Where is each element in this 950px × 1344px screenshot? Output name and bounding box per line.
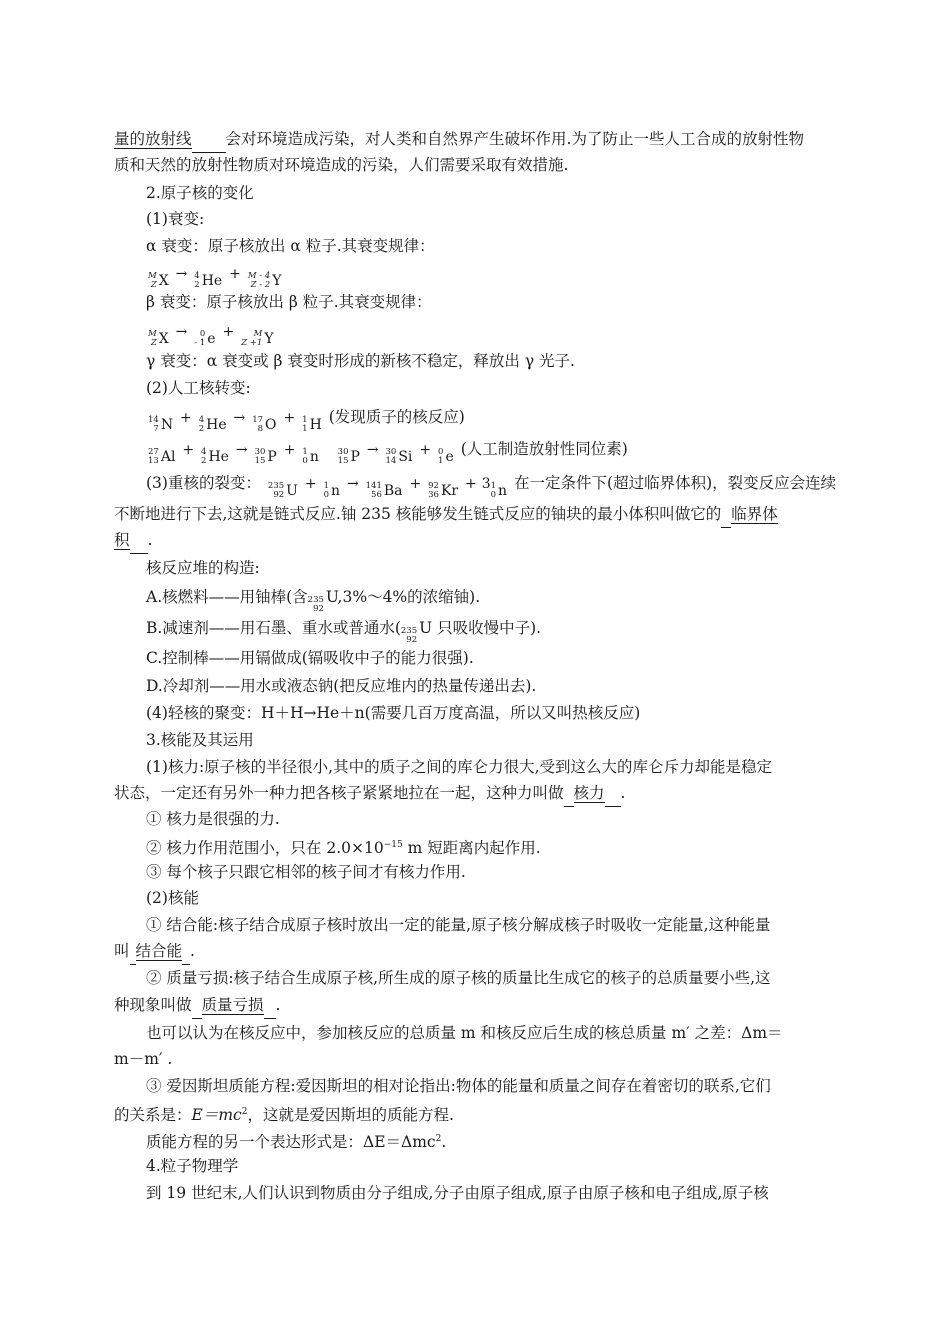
alpha-decay-equation: M Z X → 4 2 He + M - 4 Z - 2 Y (148, 266, 282, 290)
section-heading: 2.原子核的变化 (146, 184, 254, 202)
paragraph-line: 积 . (0, 527, 950, 554)
fill-in-answer: 核力 (573, 784, 605, 802)
isotope-equation: 27 13 Al + 4 2 He → 30 15 P + 1 0 n 30 15 P → 30 14 Si + 0 1 e (人工制造放射性同位素) (148, 440, 628, 466)
paragraph-line: ① 结合能:核子结合成原子核时放出一定的能量,原子核分解成核子时吸收一定能量,这种能量 (146, 916, 771, 934)
paragraph-line: (1)核力:原子核的半径很小,其中的质子之间的库仑力很大,受到这么大的库仑斥力却能是稳定 (146, 758, 773, 776)
paragraph-line: 也可以认为在核反应中，参加核反应的总质量 m 和核反应后生成的核总质量 m′ 之差：Δm＝ (146, 1024, 783, 1042)
paragraph-line: 叫 结合能 . (0, 938, 950, 965)
paragraph-line: ③ 爱因斯坦质能方程:爱因斯坦的相对论指出:物体的能量和质量之间存在着密切的联系,它们 (146, 1077, 771, 1095)
fission-line: (3)重核的裂变： 235 92 U + 1 0 n → 141 56 Ba + 92 36 Kr + 3 1 0 n 在一定条件下(超过临界体积)，裂变反应会连续 (146, 474, 837, 500)
paragraph-line: 量的放射线 会对环境造成污染，对人类和自然界产生破坏作用.为了防止一些人工合成的放射性物 (0, 126, 950, 153)
paragraph-line: 核反应堆的构造: (146, 559, 260, 577)
fill-in-answer: 临界体 (731, 505, 778, 523)
section-heading: 3.核能及其运用 (146, 731, 254, 749)
list-item: D.冷却剂——用水或液态钠(把反应堆内的热量传递出去). (146, 677, 537, 695)
paragraph-line: (4)轻核的聚变：H＋H→He＋n(需要几百万度高温，所以又叫热核反应) (146, 704, 641, 722)
list-item: ① 核力是很强的力. (146, 810, 280, 828)
paragraph-line: α 衰变：原子核放出 α 粒子.其衰变规律： (146, 237, 435, 255)
fill-in-answer: 积 (114, 531, 130, 549)
paragraph-line: m－m′ . (114, 1050, 173, 1068)
paragraph-line: β 衰变：原子核放出 β 粒子.其衰变规律： (146, 293, 432, 311)
subsection-heading: (2)核能 (146, 889, 199, 907)
paragraph-line: 质能方程的另一个表达形式是：ΔE＝Δmc$^2$. (146, 1133, 447, 1152)
list-item: A.核燃料——用铀棒(含 235 92 U,3%～4%的浓缩铀). (146, 588, 481, 614)
list-item: B.减速剂——用石墨、重水或普通水( 235 92 U 只吸收慢中子). (146, 619, 542, 645)
list-item: C.控制棒——用镉做成(镉吸收中子的能力很强). (146, 649, 474, 667)
list-item: ③ 每个核子只跟它相邻的核子间才有核力作用. (146, 863, 466, 881)
paragraph-line: 到 19 世纪末,人们认识到物质由分子组成,分子由原子组成,原子由原子核和电子组成,原子核 (146, 1184, 769, 1202)
fill-in-answer: 质量亏损 (201, 996, 264, 1014)
list-item: ② 核力作用范围小，只在 $2.0\times 10^{-15}$ m 短距离内起作用. (146, 839, 541, 858)
proton-discovery-equation: 14 7 N + 4 2 He → 17 8 O + 1 1 H (发现质子的核反应) (148, 408, 465, 434)
subsection-heading: (1)衰变: (146, 210, 205, 228)
paragraph-line: 的关系是：$E=mc^2$，这就是爱因斯坦的质能方程. (114, 1106, 454, 1125)
subsection-heading: (2)人工核转变: (146, 379, 251, 397)
paragraph-line: 质和天然的放射性物质对环境造成的污染，人们需要采取有效措施. (114, 156, 569, 174)
paragraph-line: γ 衰变：α 衰变或 β 衰变时形成的新核不稳定，释放出 γ 光子. (146, 352, 575, 370)
fill-in-answer: 量的放射线 (114, 130, 192, 148)
fill-in-answer: 结合能 (135, 942, 183, 960)
section-heading: 4.粒子物理学 (146, 1157, 239, 1175)
paragraph-line: ② 质量亏损:核子结合生成原子核,所生成的原子核的质量比生成它的核子的总质量要小些,这 (146, 969, 771, 987)
beta-decay-equation: M Z X → 0 - 1 e + M Z +1 Y (148, 324, 274, 348)
paragraph-line: 种现象叫做 质量亏损 . (0, 992, 950, 1019)
paragraph-line: 状态，一定还有另外一种力把各核子紧紧地拉在一起，这种力叫做 核力 . (0, 780, 950, 807)
paragraph-line: 不断地进行下去,这就是链式反应.铀 235 核能够发生链式反应的铀块的最小体积叫做它的 临界体 (0, 501, 950, 528)
